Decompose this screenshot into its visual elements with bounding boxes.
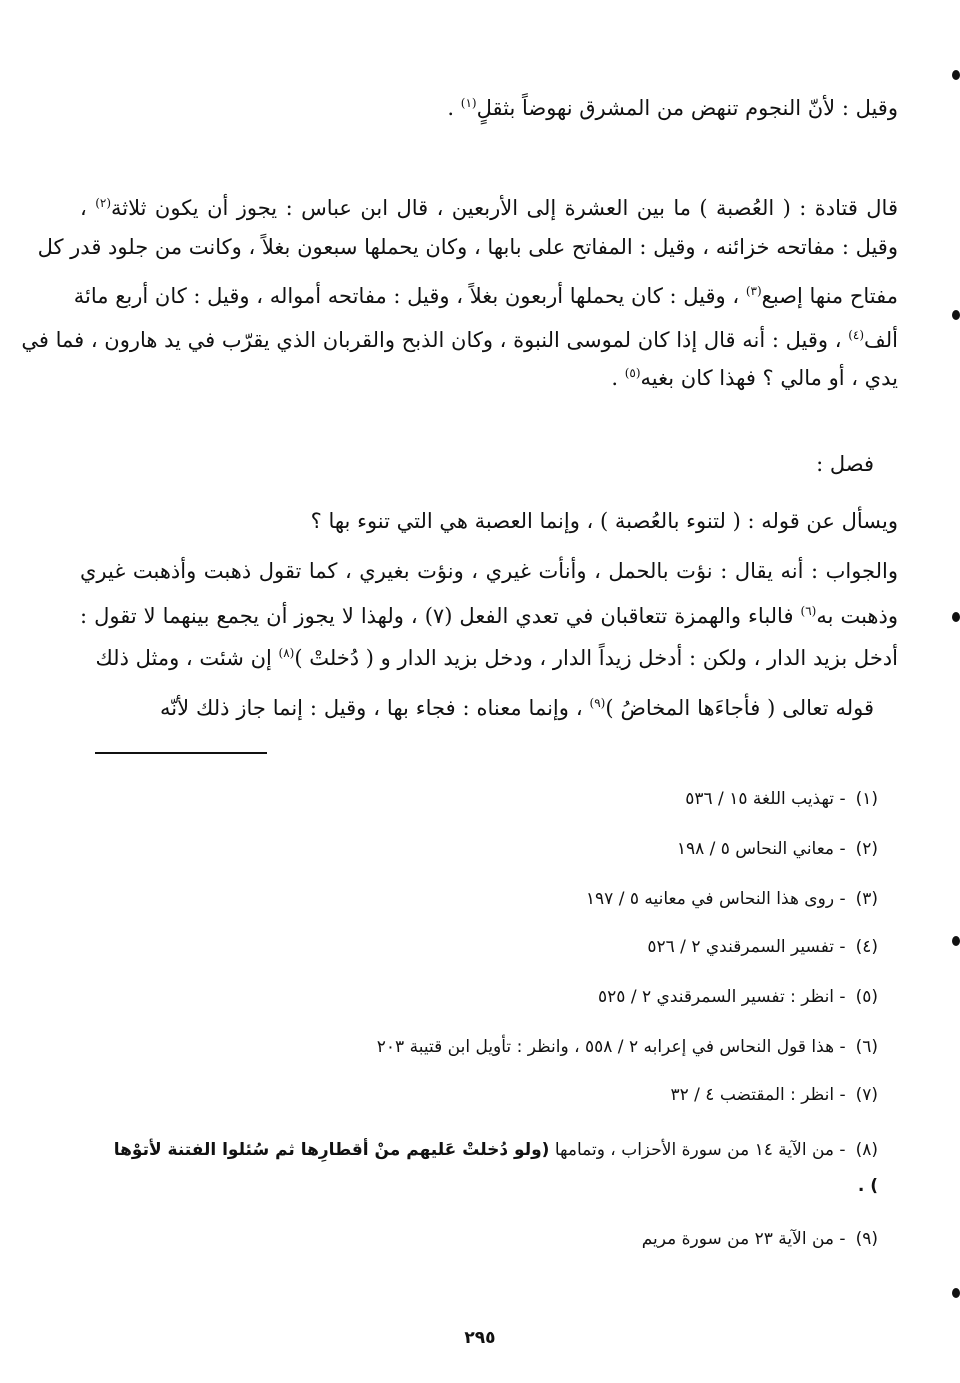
line-text: وذهبت به	[816, 604, 898, 628]
footnote-text: - هذا قول النحاس في إعرابه ٢ / ٥٥٨ ، وانظر : تأويل ابن قتيبة ٢٠٣	[376, 1037, 846, 1057]
footnote-6	[377, 1034, 878, 1060]
para2-line-4	[95, 638, 898, 673]
intro-text: وقيل : لأنّ النجوم تنهض من المشرق نهوضاً بثقلٍ	[476, 96, 898, 120]
footnote-number: (٤)	[855, 937, 878, 957]
intro-line: وقيل : لأنّ النجوم تنهض من المشرق نهوضاً بثقلٍ$^{(١)}$ .	[447, 96, 898, 120]
footnote-ref: (٨)	[278, 646, 295, 660]
footnote-ref: (١)	[460, 96, 477, 110]
footnote-5	[598, 984, 878, 1010]
footnote-text: - انظر : تفسير السمرقندي ٢ / ٥٢٥	[598, 987, 846, 1007]
line-text: والجواب : أنه يقال : نؤت بالحمل ، وأنأت غيري ، ونؤت بغيري ، كما تقول ذهبت وأذهبت غيري	[80, 559, 898, 583]
para2-line-2	[80, 556, 898, 586]
line-text: قوله تعالى ( فأجاءَها المخاضُ )	[605, 696, 874, 720]
footnote-ref: (٥)	[624, 366, 641, 380]
line-tail: إن شئت ، ومثل ذلك	[95, 646, 279, 670]
para2-line-1	[80, 506, 898, 536]
footnote-ref: (٩)	[589, 696, 606, 710]
footnote-quote: (ولو دُخلتْ عَليهم منْ أقطارِها ثم سُئلوا الفتنة لأتوْها ) .	[113, 1140, 878, 1196]
footnote-number: (٢)	[855, 839, 878, 859]
footnote-number: (٦)	[855, 1037, 878, 1057]
footnote-7	[670, 1082, 878, 1108]
scan-mark	[952, 612, 960, 622]
footnote-8	[110, 1132, 878, 1204]
line-text: قال قتادة : ( العُصبة ) ما بين العشرة إلى الأربعين ، قال ابن عباس : يجوز أن يكون ثلاثة	[111, 196, 898, 220]
footnote-ref: (٦)	[800, 604, 817, 618]
footnote-ref: (٤)	[848, 328, 865, 342]
scan-mark	[952, 70, 960, 80]
line-text: ألف	[864, 328, 898, 352]
footnote-ref: (٣)	[745, 284, 762, 298]
page-number: ٢٩٥	[464, 1328, 496, 1348]
footnote-number: (٧)	[855, 1085, 878, 1105]
para1-line-4	[21, 320, 898, 355]
line-tail: فالباء والهمزة تتعاقبان في تعدي الفعل (٧) ، ولهذا لا يجوز أن يجمع بينهما لا تقول :	[80, 604, 801, 628]
footnote-number: (٣)	[855, 889, 878, 909]
para1-line-3	[73, 276, 898, 311]
footnote-4	[647, 934, 878, 960]
para1-line-2	[37, 232, 898, 262]
footnote-text: - انظر : المقتضب ٤ / ٣٢	[670, 1085, 846, 1105]
footnote-1	[685, 786, 878, 812]
para2-line-3	[80, 596, 898, 631]
footnote-divider	[95, 752, 267, 754]
line-text: مفتاح منها إصبع	[761, 284, 898, 308]
scan-mark	[952, 936, 960, 946]
line-tail: .	[611, 366, 625, 390]
footnote-number: (٨)	[855, 1140, 878, 1160]
footnote-ref: (٢)	[95, 196, 112, 210]
footnote-text: - تفسير السمرقندي ٢ / ٥٢٦	[647, 937, 846, 957]
para2-line-5	[160, 688, 874, 723]
footnote-text: - روى هذا النحاس في معانيه ٥ / ١٩٧	[585, 889, 846, 909]
line-tail: ، وقيل : كان يحملها أربعون بغلاً ، وقيل : مفاتحه أمواله ، وقيل : كان أربع مائة	[73, 284, 746, 308]
footnote-number: (٩)	[855, 1229, 878, 1249]
footnote-number: (١)	[855, 789, 878, 809]
line-tail: ، وإنما معناه : فجاء بها ، وقيل : إنما جاز ذلك لأنّه	[160, 696, 590, 720]
footnote-number: (٥)	[855, 987, 878, 1007]
para1-line-5	[80, 358, 898, 393]
line-text: ويسأل عن قوله : ( لتنوء بالعُصبة ) ، وإنما العصبة هي التي تنوء بها ؟	[310, 509, 898, 533]
footnote-text: - معاني النحاس ٥ / ١٩٨	[676, 839, 846, 859]
footnote-2	[677, 836, 878, 862]
footnote-text: - من الآية ٢٣ من سورة مريم	[641, 1229, 846, 1249]
line-text: يدي ، أو مالي ؟ فهذا كان بغيه	[640, 366, 898, 390]
line-tail: ،	[80, 196, 96, 220]
footnote-text: - تهذيب اللغة ١٥ / ٥٣٦	[685, 789, 846, 809]
line-tail: ، وقيل : أنه قال إذا كان لموسى النبوة ، وكان الذبح والقربان الذي يقرّب في يد هارون ، فما في	[21, 328, 849, 352]
section-heading: فصل :	[816, 452, 874, 476]
footnote-3	[586, 886, 878, 912]
scan-mark	[952, 1288, 960, 1298]
line-text: وقيل : مفاتحه خزائنه ، وقيل : المفاتح على بابها ، وكان يحملها سبعون بغلاً ، وكانت من جلود قدر كل	[37, 235, 898, 259]
footnote-9	[642, 1226, 878, 1252]
footnote-text: - من الآية ١٤ من سورة الأحزاب ، وتمامها	[554, 1140, 846, 1160]
scan-mark	[952, 310, 960, 320]
para1-line-1	[80, 188, 898, 223]
line-text: أدخل بزيد الدار ، ولكن : أدخل زيداً الدار ، ودخل بزيد الدار و ( دُخلتْ )	[294, 646, 898, 670]
